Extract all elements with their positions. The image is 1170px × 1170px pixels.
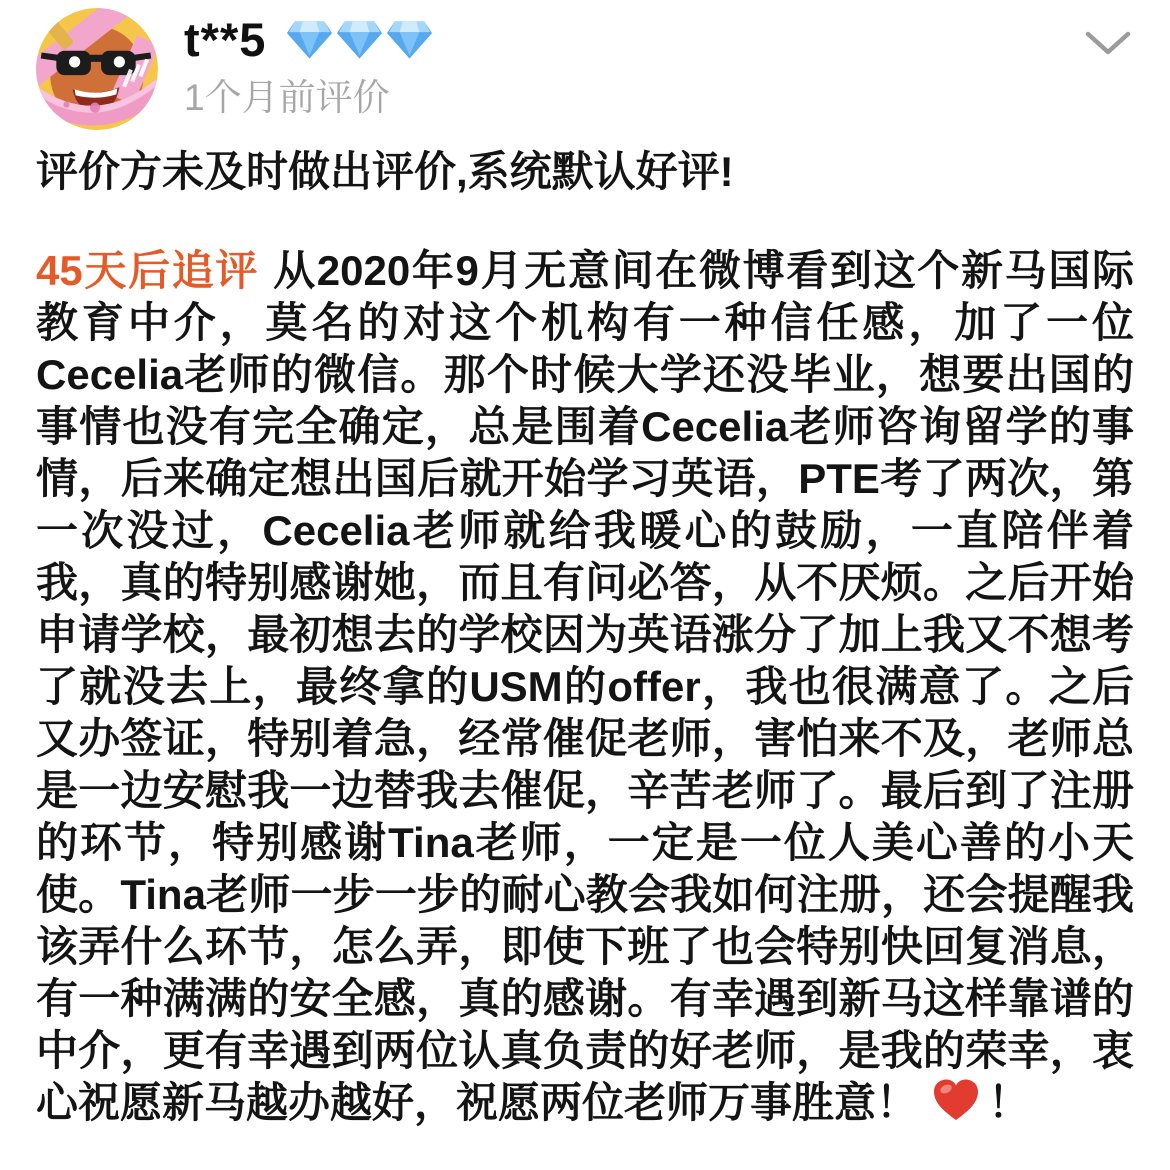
followup-badge: 45天后追评: [36, 247, 260, 294]
chevron-down-icon: [1085, 31, 1131, 57]
member-level-icons: [286, 20, 433, 60]
user-meta: [184, 8, 433, 118]
diamond-icon: [286, 20, 333, 60]
collapse-button[interactable]: [1082, 24, 1134, 64]
user-avatar: [36, 8, 158, 130]
review-suffix: ！: [988, 1079, 1031, 1126]
review-header: [36, 8, 1134, 130]
review-body: 从2020年9月无意间在微博看到这个新马国际教育中介，莫名的对这个机构有一种信任感，加了一位Cecelia老师的微信。那个时候大学还没毕业，想要出国的事情也没有完全确定，总是围着Cecelia老师咨询留学的事情，后来确定想出国后就开始学习英语，PTE考了两次，第一次没过，Cecelia老师就给我暖心的鼓励，一直陪伴着我，真的特别感谢她，而且有问必答，从不厌烦。之后开始申请学校，最初想去的学校因为英语涨分了加上我又不想考了就没去上，最终拿的USM的offer，我也很满意了。之后又办签证，特别着急，经常催促老师，害怕来不及，老师总是一边安慰我一边替我去催促，辛苦老师了。最后到了注册的环节，特别感谢Tina老师，一定是一位人美心善的小天使。Tina老师一步一步的耐心教会我如何注册，还会提醒我该弄什么环节，怎么弄，即使下班了也会特别快回复消息，有一种满满的安全感，真的感谢。有幸遇到新马这样靠谱的中介，更有幸遇到两位认真负责的好老师，是我的荣幸，衷心祝愿新马越办越好，祝愿两位老师万事胜意！: [36, 247, 1135, 1126]
red-heart-icon: [932, 1078, 980, 1122]
review-time: 1个月前评价: [184, 76, 390, 118]
avatar-image: [36, 8, 158, 130]
review-text: [36, 245, 1134, 1129]
diamond-icon: [336, 20, 383, 60]
system-default-note: 评价方未及时做出评价,系统默认好评!: [36, 148, 734, 195]
diamond-icon: [386, 20, 433, 60]
username: t**5: [184, 13, 267, 66]
